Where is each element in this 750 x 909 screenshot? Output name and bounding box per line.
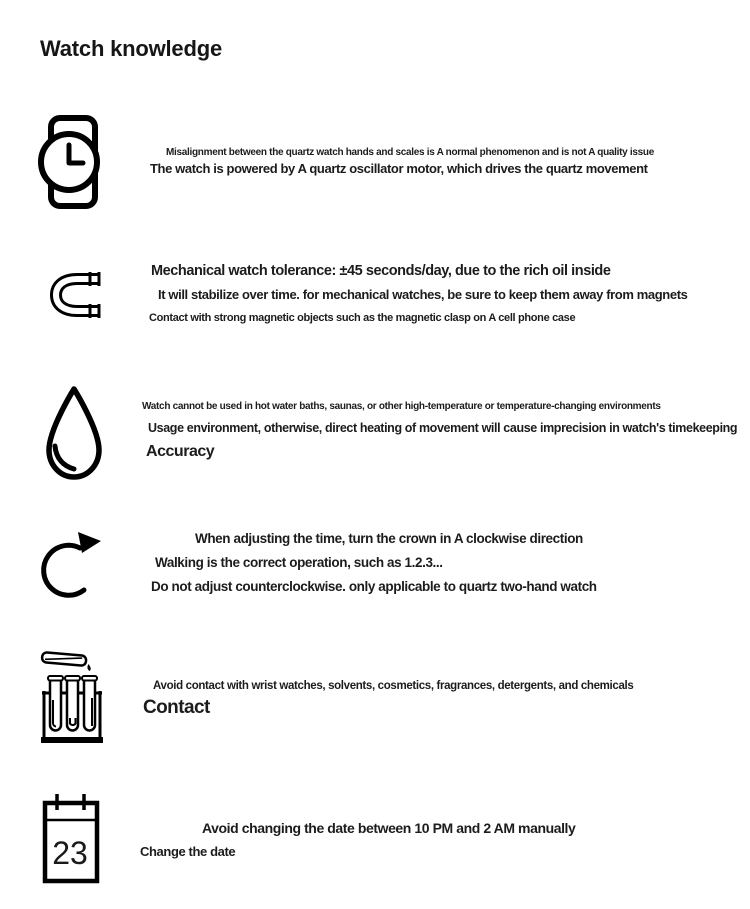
avoid-chemicals-line: Avoid contact with wrist watches, solvents, cosmetics, fragrances, detergents, and chemicals (153, 680, 634, 692)
calendar-day-number: 23 (52, 835, 88, 871)
accuracy-heading: Accuracy (146, 443, 215, 460)
usage-environment-line: Usage environment, otherwise, direct heating of movement will cause imprecision in watch's timekeeping (148, 421, 738, 435)
magnet-stabilize-line: It will stabilize over time. for mechanical watches, be sure to keep them away from magnets (158, 287, 688, 302)
crown-clockwise-line: When adjusting the time, turn the crown in A clockwise direction (195, 531, 583, 546)
magnet-contact-line: Contact with strong magnetic objects such as the magnetic clasp on A cell phone case (149, 312, 576, 324)
magnet-icon (50, 266, 106, 324)
change-date-heading: Change the date (140, 844, 236, 859)
hot-water-line: Watch cannot be used in hot water baths, saunas, or other high-temperature or temperature-changing environments (142, 401, 661, 412)
contact-heading: Contact (143, 697, 210, 718)
water-drop-icon (42, 384, 106, 482)
test-tubes-icon (40, 648, 104, 744)
quartz-note-line: Misalignment between the quartz watch hands and scales is A normal phenomenon and is not A quality issue (166, 147, 654, 158)
avoid-date-change-line: Avoid changing the date between 10 PM and 2 AM manually (202, 820, 576, 836)
clockwise-arrow-icon (40, 524, 106, 610)
quartz-movement-line: The watch is powered by A quartz oscillator motor, which drives the quartz movement (150, 161, 648, 176)
page-title: Watch knowledge (40, 36, 222, 61)
watch-icon (36, 114, 106, 210)
calendar-icon (42, 792, 100, 884)
magnet-tolerance-line: Mechanical watch tolerance: ±45 seconds/day, due to the rich oil inside (151, 263, 611, 279)
walking-operation-line: Walking is the correct operation, such as 1.2.3... (155, 555, 443, 570)
no-counterclockwise-line: Do not adjust counterclockwise. only applicable to quartz two-hand watch (151, 579, 597, 594)
